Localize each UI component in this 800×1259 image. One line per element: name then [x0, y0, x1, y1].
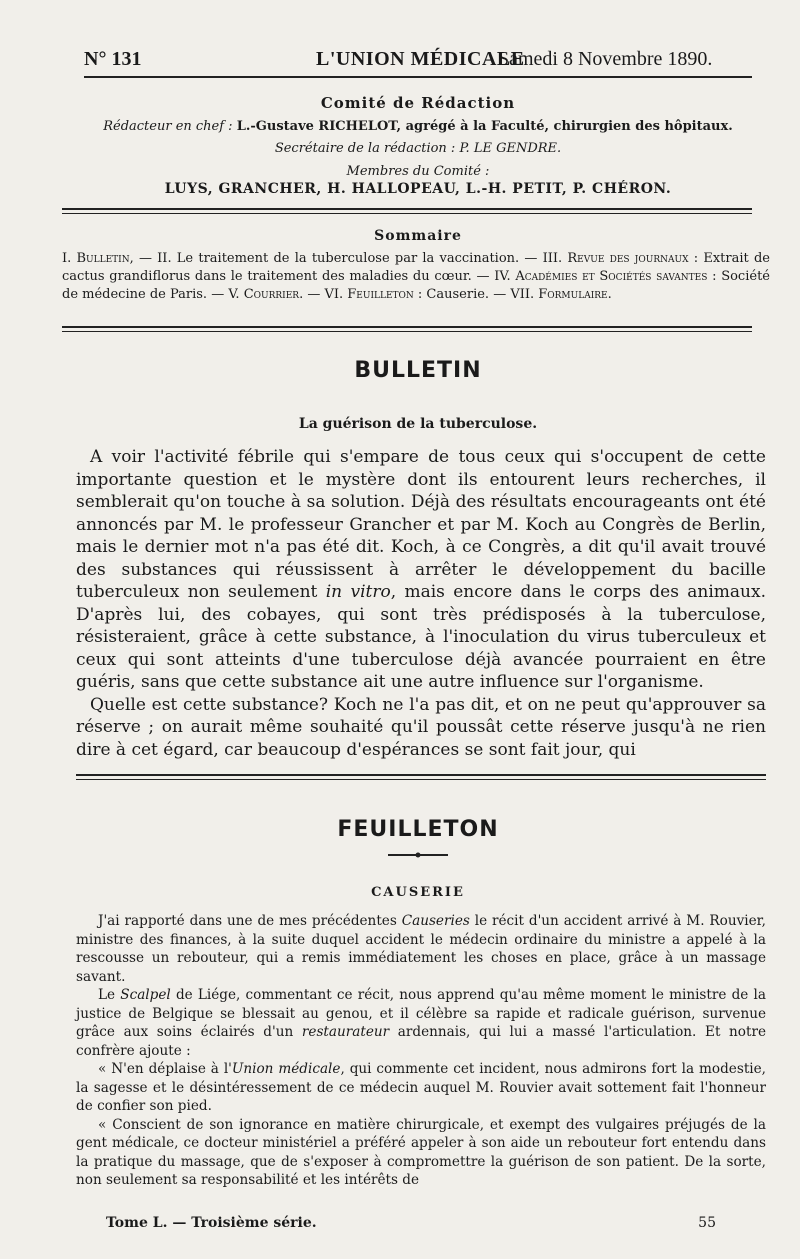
- sommaire-title: Sommaire: [374, 228, 462, 244]
- sommaire-item: : Extrait de cactus grandiflorus dans le traitement des maladies du cœur. — IV.: [62, 251, 770, 284]
- page-number: 55: [698, 1215, 716, 1231]
- text-run-italic: in vitro: [325, 582, 391, 602]
- committee-members-label: Membres du Comité :: [346, 164, 490, 179]
- feuilleton-body: [76, 912, 766, 1190]
- text-run: le récit d'un accident arrivé à M. Rouvier, ministre des finances, à la suite duquel accident le médecin ordinaire du ministre a appelé à la rescousse un rebouteur, qui a remis immédiatement les choses en place, grâce à un massage savant.: [76, 913, 766, 985]
- page-footer: [106, 1215, 716, 1235]
- text-run-italic: Causeries: [401, 913, 470, 929]
- causerie-title: CAUSERIE: [371, 885, 465, 900]
- sommaire-item: I. Bulletin,: [62, 251, 134, 266]
- bulletin-rule-bottom: [76, 779, 766, 780]
- text-run: J'ai rapporté dans une de mes précédentes: [98, 913, 402, 929]
- sommaire-item: Courrier: [243, 287, 300, 302]
- bulletin-paragraph: [76, 446, 766, 694]
- sommaire-rule-bottom: [62, 331, 752, 332]
- committee-rule-top: [62, 208, 752, 210]
- text-run-italic: restaurateur: [301, 1024, 390, 1040]
- sommaire-item: : Causerie. — VII.: [413, 287, 539, 302]
- sommaire-item: Feuilleton: [347, 287, 414, 302]
- text-run: , qui commente cet incident, nous admirons fort la modestie, la sagesse et le désintéressement de ce médecin auquel M. Rouvier avait sottement fait l'honneur de confier son pied.: [76, 1061, 766, 1114]
- feuilleton-paragraph: « Conscient de son ignorance en matière chirurgicale, et exempt des vulgaires préjugés de la gent médicale, ce docteur ministériel a préféré appeler à son aide un rebouteur fort entendu dans la pratique du massage, que de s'exposer à compromettre la guérison de son patient. De la sorte, non seulement sa responsabilité et les intérêts de: [76, 1116, 766, 1188]
- committee-rule-bottom: [62, 213, 752, 214]
- text-run: « N'en déplaise à l': [98, 1061, 232, 1077]
- text-run: , mais encore dans le corps des animaux. D'après lui, des cobayes, qui sont très prédisposés à la tuberculose, résisteraient, grâce à cette substance, à l'inoculation du virus tuberculeux et ceux qui sont atteints d'une tuberculose déjà avancée pourraient en être guéris, sans que cette substance ait une autre influence sur l'organisme.: [76, 582, 767, 692]
- sommaire-item: Académies et Sociétés savantes: [515, 269, 708, 284]
- text-run-italic: Scalpel: [120, 987, 171, 1003]
- feuilleton-paragraph: [76, 986, 766, 1060]
- sommaire-item: Revue des journaux: [567, 251, 689, 266]
- sommaire-rule-top: [62, 326, 752, 328]
- feuilleton-paragraph: [76, 912, 766, 986]
- text-run: ardennais, qui lui a massé l'articulation. Et notre confrère ajoute :: [76, 1024, 766, 1059]
- committee-title: Comité de Rédaction: [320, 94, 516, 112]
- bulletin-body: [76, 446, 766, 761]
- editor-label: Rédacteur en chef :: [103, 119, 233, 134]
- issue-number: N° 131: [84, 48, 142, 70]
- sommaire-item: . — VI.: [299, 287, 348, 302]
- sommaire-item: — II. Le traitement de la tuberculose par la vaccination. — III.: [133, 251, 568, 266]
- text-run-italic: Union médicale: [231, 1061, 341, 1077]
- feuilleton-paragraph: [76, 1060, 766, 1116]
- page-header: [84, 44, 752, 74]
- committee-members: LUYS, GRANCHER, H. HALLOPEAU, L.-H. PETIT, P. CHÉRON.: [164, 181, 672, 197]
- text-run: A voir l'activité fébrile qui s'empare de tous ceux qui s'occupent de cette importante question et le mystère dont ils entourent leurs recherches, il semblerait qu'on touche à sa solution. Déjà des résultats encourageants ont été annoncés par M. le professeur Grancher et par M. Koch au Congrès de Berlin, mais le dernier mot n'a pas été dit. Koch, à ce Congrès, a dit qu'il avait trouvé des substances qui réussissent à arrêter le développement du bacille tuberculeux non seulement: [76, 447, 766, 602]
- ornament-divider: [388, 852, 448, 858]
- text-run: Le: [98, 987, 121, 1003]
- sommaire-item: : Société de médecine de Paris. — V.: [62, 269, 770, 302]
- feuilleton-title: FEUILLETON: [337, 817, 499, 842]
- sommaire-item: Formulaire: [538, 287, 608, 302]
- issue-date: Samedi 8 Novembre 1890.: [498, 48, 713, 70]
- journal-title: L'UNION MÉDICALE: [316, 48, 525, 70]
- volume-info: Tome L. — Troisième série.: [106, 1215, 317, 1231]
- sommaire-item: .: [607, 287, 612, 302]
- bulletin-title: BULLETIN: [354, 358, 482, 383]
- bulletin-rule-top: [76, 774, 766, 776]
- header-rule: [84, 76, 752, 78]
- bulletin-paragraph: Quelle est cette substance? Koch ne l'a pas dit, et on ne peut qu'approuver sa réserve ; on aurait même souhaité qu'il poussât cette réserve jusqu'à ne rien dire à cet égard, car beaucoup d'espérances se sont fait jour, qui: [76, 694, 766, 760]
- sommaire-list: [62, 250, 770, 304]
- text-run: de Liége, commentant ce récit, nous apprend qu'au même moment le ministre de la justice de Belgique se blessait au genou, et il célèbre sa rapide et radicale guérison, survenue grâce aux soins éclairés d'un: [76, 987, 766, 1040]
- editor-name: L.-Gustave RICHELOT, agrégé à la Faculté, chirurgien des hôpitaux.: [236, 119, 733, 134]
- bulletin-subtitle: La guérison de la tuberculose.: [298, 416, 538, 432]
- committee-secretary: Secrétaire de la rédaction : P. LE GENDRE.: [274, 141, 562, 156]
- committee-editor: [84, 119, 752, 134]
